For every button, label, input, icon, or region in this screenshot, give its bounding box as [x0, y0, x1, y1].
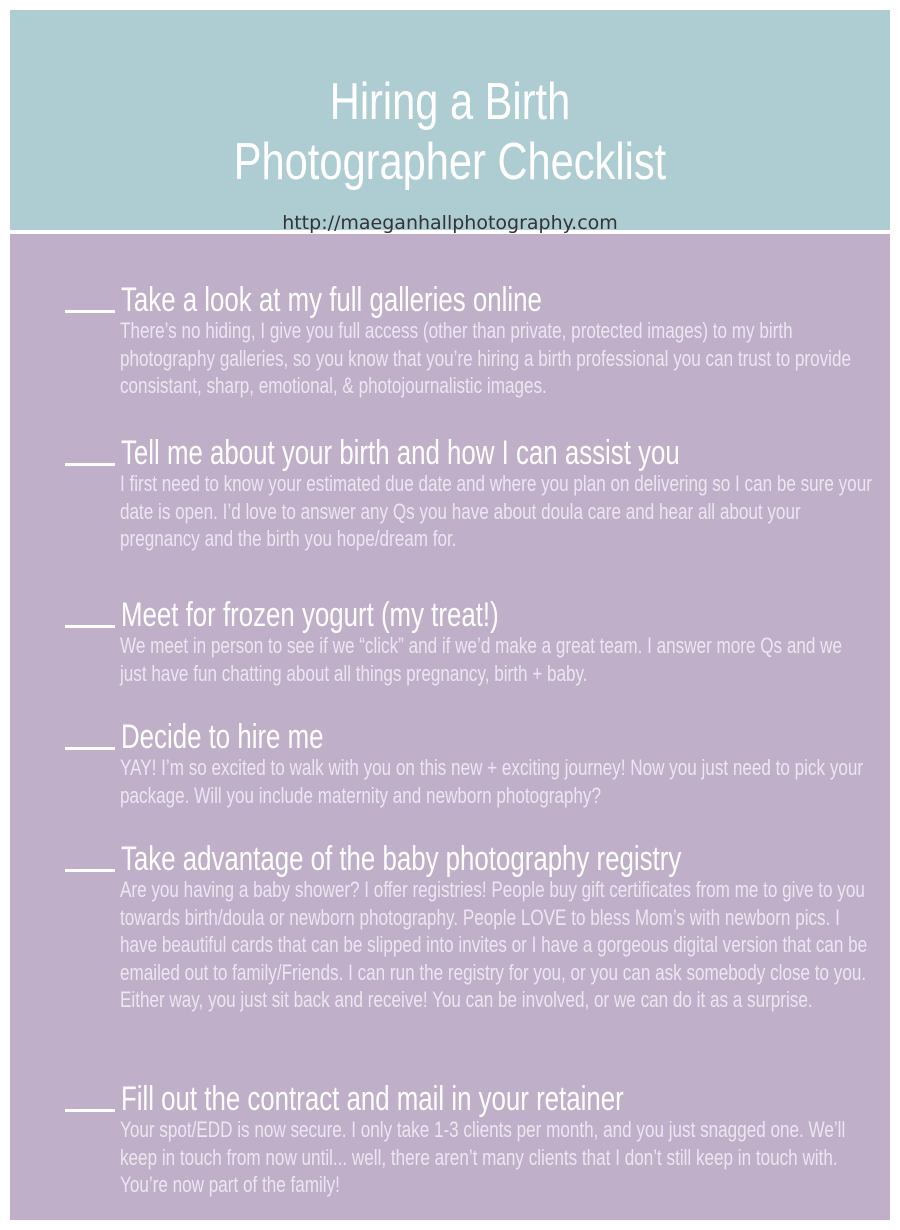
checkbox-blank-line: [65, 310, 115, 313]
item-description: Your spot/EDD is now secure. I only take 1-3 clients per month, and you just snagged one. We’ll keep in touch from now until... well, there aren’t many clients that I don’t still keep in touch with. You’re now part of the family!: [120, 1117, 846, 1197]
checkbox-blank-line: [65, 1109, 115, 1112]
item-title: Take a look at my full galleries online: [121, 281, 542, 319]
website-url: http://maeganhallphotography.com: [282, 212, 618, 234]
item-title: Fill out the contract and mail in your retainer: [121, 1080, 624, 1118]
checkbox-blank-line: [65, 747, 115, 750]
item-description: We meet in person to see if we “click” and if we’d make a great team. I answer more Qs and we just have fun chatting about all things pregnancy, birth + baby.: [120, 633, 842, 686]
item-description: YAY! I’m so excited to walk with you on this new + exciting journey! Now you just need to pick your package. Will you include maternity and newborn photography?: [120, 755, 864, 808]
item-description: Are you having a baby shower? I offer registries! People buy gift certificates from me to give to you towards birth/doula or newborn photography. People LOVE to bless Mom’s with newborn pics. I have beautiful cards that can be slipped into invites or I have a gorgeous digital version that can be emailed out to family/Friends. I can run the registry for you, or you can ask somebody close to you. Either way, you just sit back and receive! You can be involved, or we can do it as a surprise.: [120, 877, 868, 1012]
checkbox-blank-line: [65, 463, 115, 466]
item-description: I first need to know your estimated due date and where you plan on delivering so I can be sure your date is open. I’d love to answer any Qs you have about doula care and hear all about your pregnancy and the birth you hope/dream for.: [120, 471, 872, 551]
checkbox-blank-line: [65, 625, 115, 628]
title-line-1: Hiring a Birth: [329, 73, 571, 131]
item-title: Tell me about your birth and how I can assist you: [121, 434, 680, 472]
item-title: Take advantage of the baby photography registry: [121, 840, 682, 878]
checkbox-blank-line: [65, 869, 115, 872]
checklist-card: [10, 10, 890, 1220]
header-banner: [10, 10, 890, 230]
item-title: Decide to hire me: [121, 718, 324, 756]
item-title: Meet for frozen yogurt (my treat!): [121, 596, 499, 634]
item-description: There’s no hiding, I give you full access (other than private, protected images) to my birth photography galleries, so you know that you’re hiring a birth professional you can trust to provide consistant, sharp, emotional, & photojournalistic images.: [120, 318, 851, 398]
title-line-2: Photographer Checklist: [233, 133, 667, 191]
checklist-panel: [10, 234, 890, 1220]
page-title: [98, 72, 802, 192]
